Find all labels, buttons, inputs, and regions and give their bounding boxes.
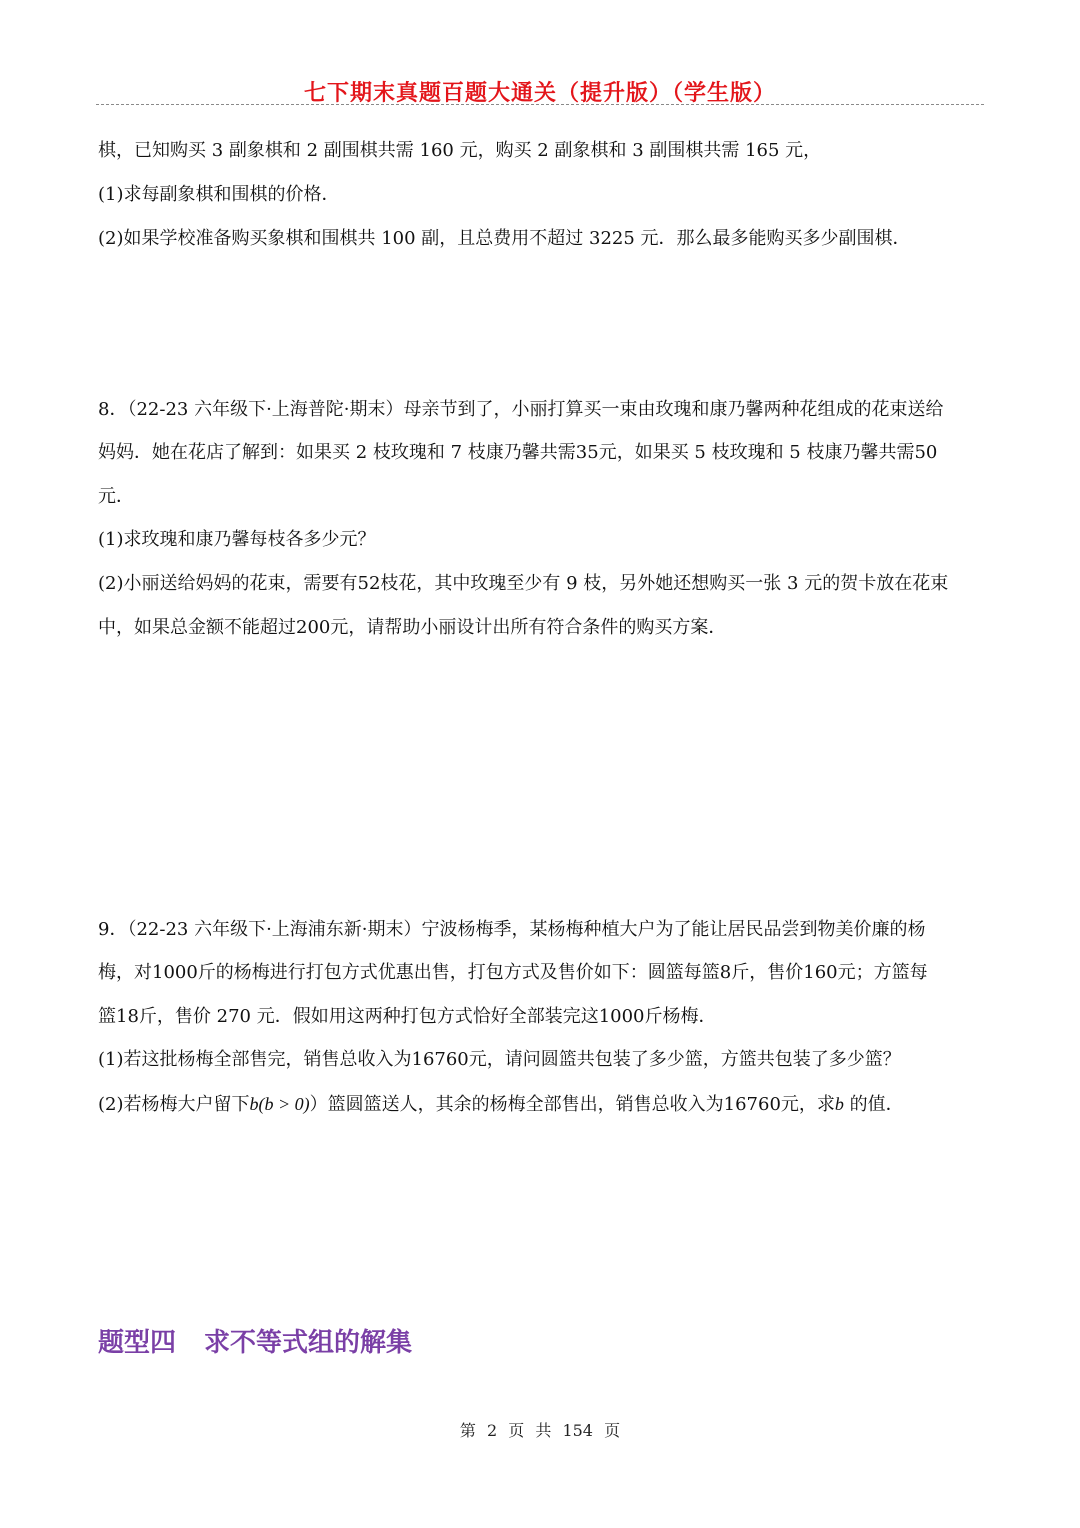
q9-part-2 (98, 1092, 988, 1117)
header-divider (96, 104, 984, 105)
q9-line-2: 梅，对1000斤的杨梅进行打包方式优惠出售，打包方式及售价如下：圆篮每篮8斤，售价160元；方篮每 (98, 962, 928, 983)
section-title: 求不等式组的解集 (204, 1328, 413, 1358)
q9-part-2-prefix: (2)若杨梅大户留下 (98, 1094, 250, 1115)
q9-line-1: 9．（22-23 六年级下·上海浦东新·期末）宁波杨梅季，某杨梅种植大户为了能让居民品尝到物美价廉的杨 (98, 919, 926, 940)
q9-line-3: 篮18斤，售价 270 元．假如用这两种打包方式恰好全部装完这1000斤杨梅． (98, 1006, 717, 1027)
q9-math-expression: b(b > 0) (249, 1094, 310, 1114)
q9-part-2-middle: ）篮圆篮送人，其余的杨梅全部售出，销售总收入为16760元，求 (309, 1094, 835, 1115)
section-heading (98, 1322, 412, 1359)
section-label: 题型四 (98, 1328, 177, 1358)
q8-line-2: 妈妈．她在花店了解到：如果买 2 枝玫瑰和 7 枝康乃馨共需35元，如果买 5 枝玫瑰和 5 枝康乃馨共需50 (98, 442, 938, 463)
q8-line-1: 8．（22-23 六年级下·上海普陀·期末）母亲节到了，小丽打算买一束由玫瑰和康乃馨两种花组成的花束送给 (98, 399, 944, 420)
q7-part-2: (2)如果学校准备购买象棋和围棋共 100 副，且总费用不超过 3225 元．那么最多能购买多少副围棋． (98, 228, 911, 249)
q7-part-1: (1)求每副象棋和围棋的价格． (98, 184, 340, 205)
q8-line-3: 元． (98, 486, 134, 507)
q9-math-variable: b (834, 1094, 844, 1114)
q9-part-2-suffix: 的值． (843, 1094, 904, 1115)
q9-part-1: (1)若这批杨梅全部售完，销售总收入为16760元，请问圆篮共包装了多少篮，方篮共包装了多少篮？ (98, 1049, 901, 1070)
q7-line-1: 棋，已知购买 3 副象棋和 2 副围棋共需 160 元，购买 2 副象棋和 3 副围棋共需 165 元， (98, 140, 822, 161)
page-footer: 第 2 页 共 154 页 (459, 1421, 621, 1440)
q8-part-1: (1)求玫瑰和康乃馨每枝各多少元？ (98, 529, 376, 550)
q8-part-2-line-2: 中，如果总金额不能超过200元，请帮助小丽设计出所有符合条件的购买方案． (98, 617, 727, 638)
page-header-title: 七下期末真题百题大通关（提升版）（学生版） (303, 80, 776, 106)
q8-part-2-line-1: (2)小丽送给妈妈的花束，需要有52枝花，其中玫瑰至少有 9 枝，另外她还想购买一张 3 元的贺卡放在花束 (98, 573, 949, 594)
